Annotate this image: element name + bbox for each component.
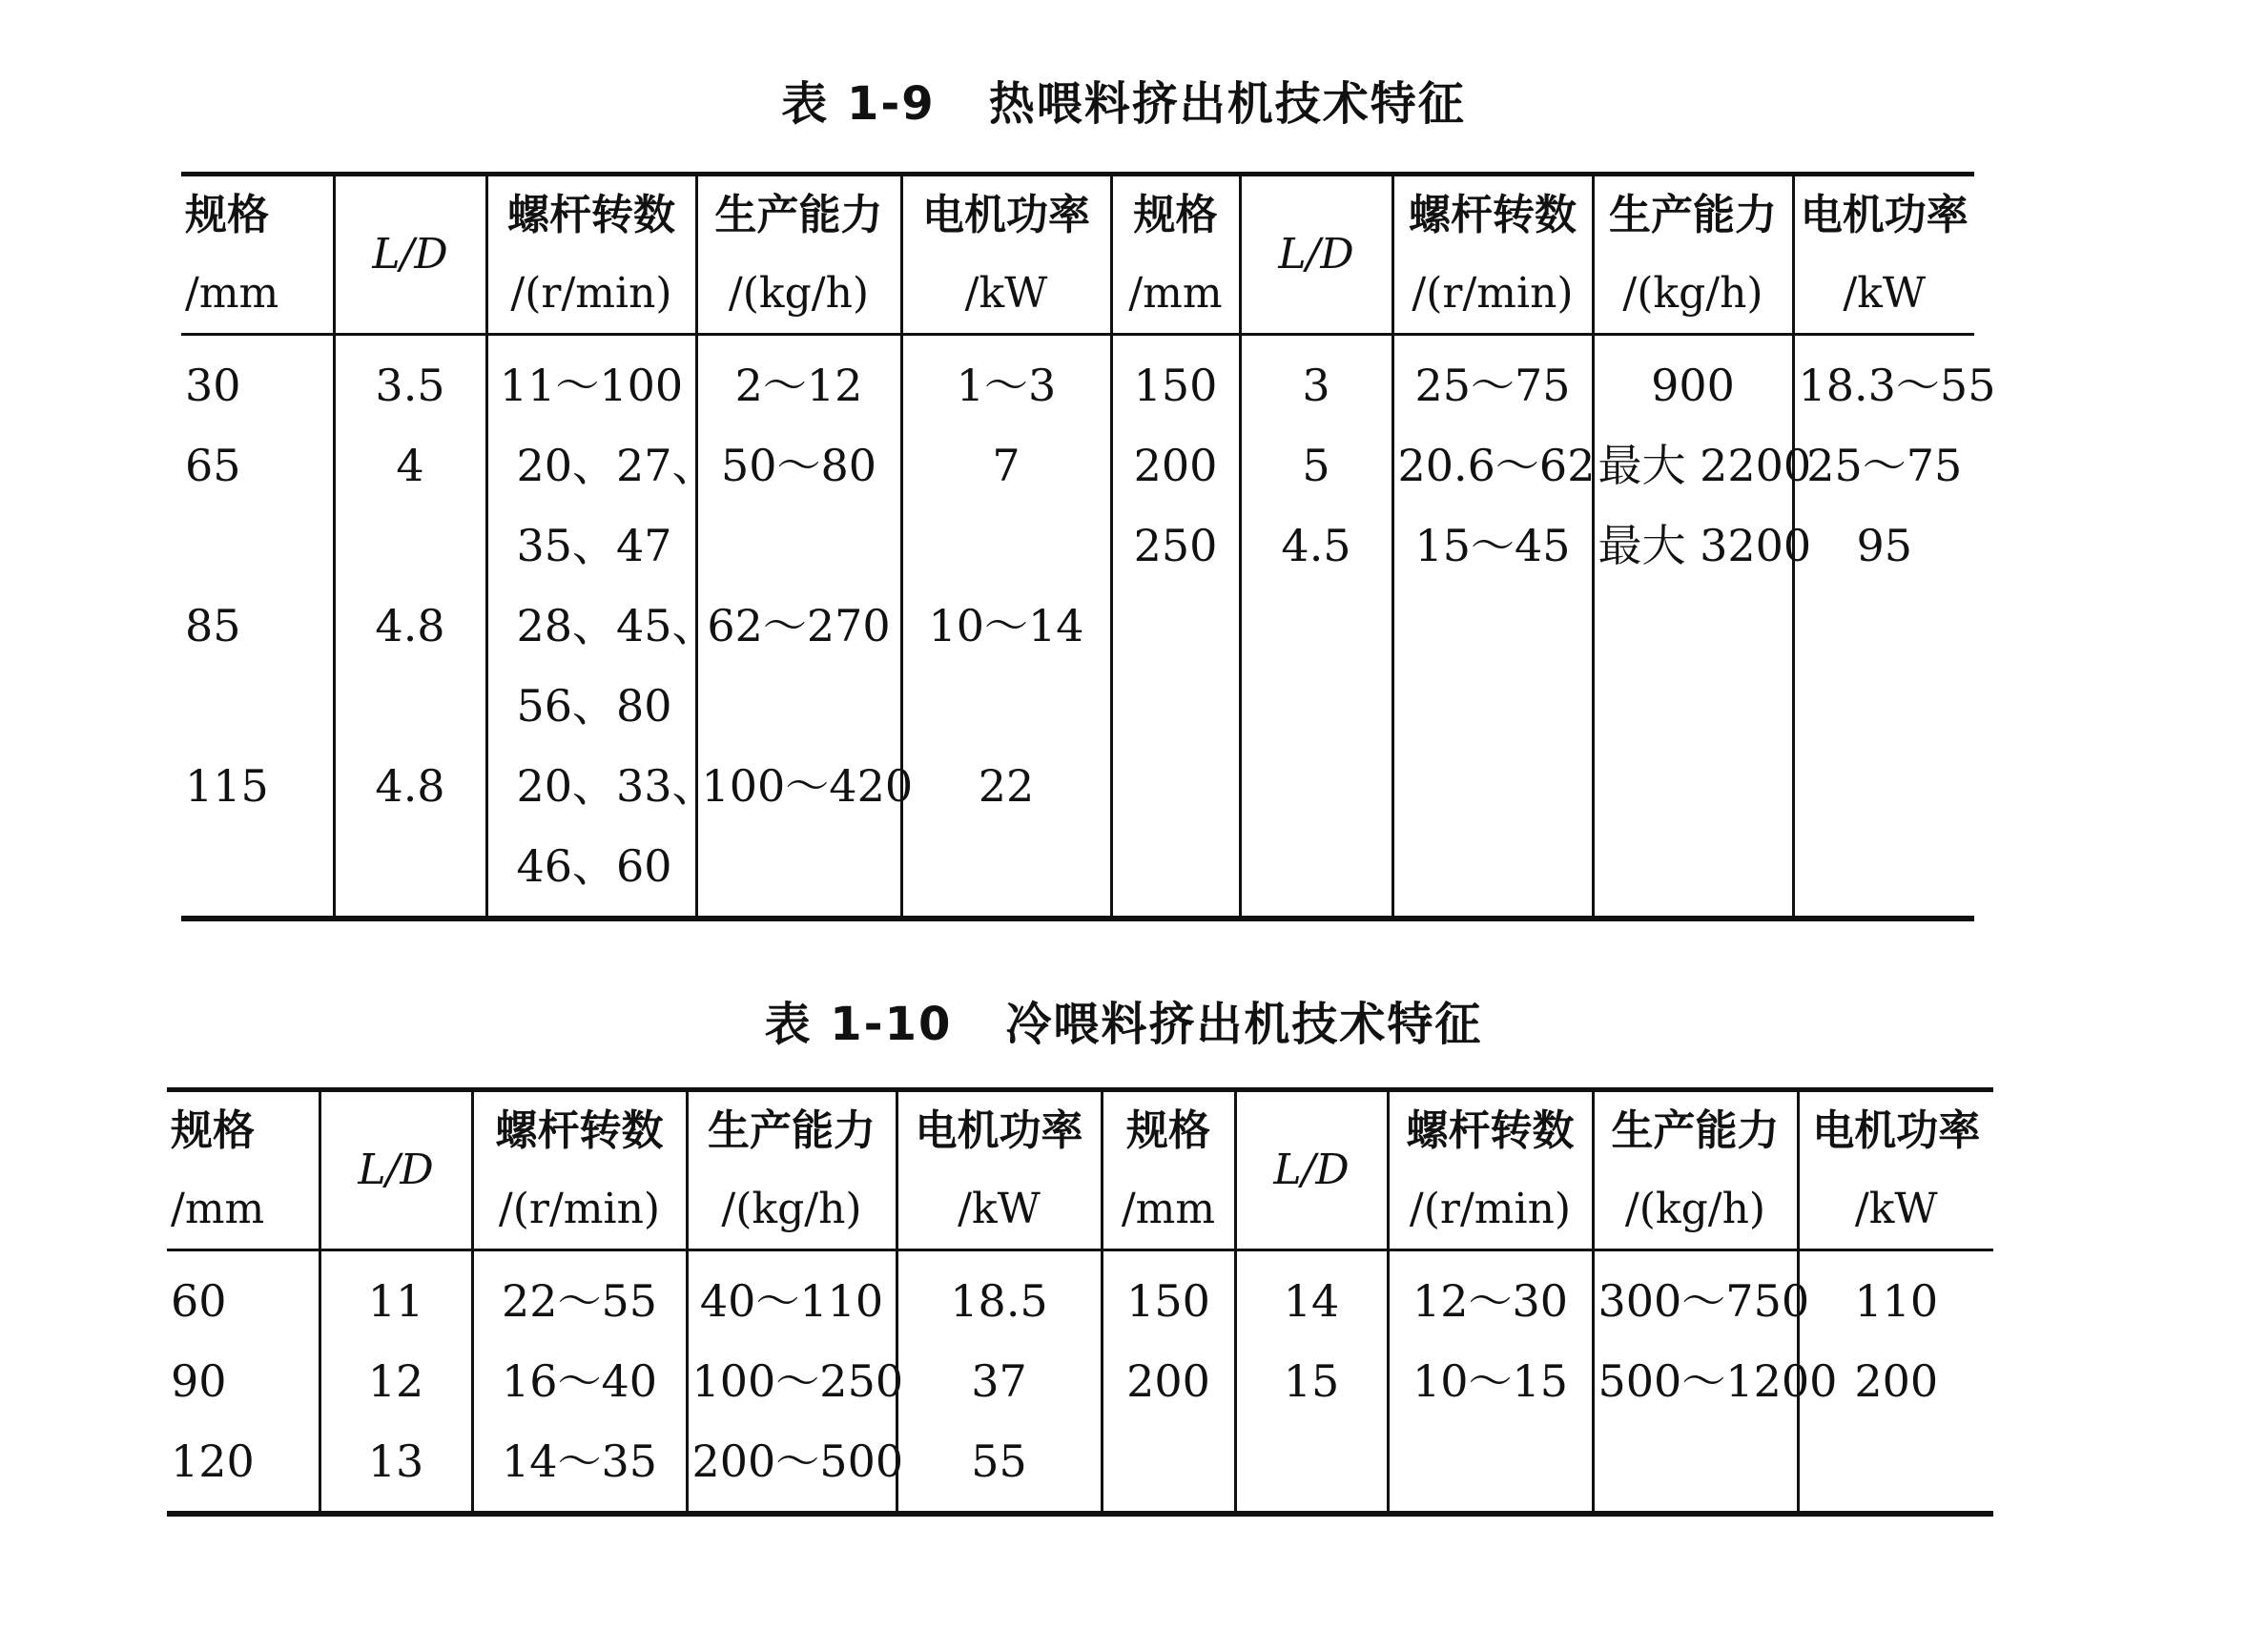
column-header-label: 规格 xyxy=(171,1106,255,1155)
table-cell xyxy=(696,506,901,586)
column-header-label: 电机功率 xyxy=(1800,191,1969,239)
table-row xyxy=(167,1421,1993,1514)
table-cell: 4.8 xyxy=(334,746,486,826)
column-header-label: 规格 xyxy=(185,191,269,239)
table-row xyxy=(167,1341,1993,1421)
table-cell xyxy=(1392,586,1593,666)
table-cell xyxy=(901,666,1111,746)
column-header-label: 螺杆转数 xyxy=(1406,1106,1575,1155)
table-cell: 4.8 xyxy=(334,586,486,666)
table-cell: 900 xyxy=(1593,335,1793,426)
table-cell: 40～110 xyxy=(687,1250,897,1342)
column-header xyxy=(486,175,696,335)
table-row xyxy=(181,666,1974,746)
column-header xyxy=(1111,175,1240,335)
column-header xyxy=(1793,175,1974,335)
table-cell: 35、47 xyxy=(486,506,696,586)
table-cell xyxy=(1240,826,1392,919)
table-cell: 25～75 xyxy=(1392,335,1593,426)
table-cell: 2～12 xyxy=(696,335,901,426)
column-header-unit: /mm xyxy=(171,1185,265,1233)
column-header-label: 电机功率 xyxy=(1812,1106,1981,1155)
table-cell: 22～55 xyxy=(472,1250,687,1342)
table-cell xyxy=(696,826,901,919)
table-cell: 30 xyxy=(181,335,334,426)
table-cell: 最大 2200 xyxy=(1593,425,1793,506)
table-cell: 50～80 xyxy=(696,425,901,506)
table-cell: 1～3 xyxy=(901,335,1111,426)
table-cell: 100～420 xyxy=(696,746,901,826)
table-cell xyxy=(1392,666,1593,746)
column-header xyxy=(1240,175,1392,335)
table-cell: 11～100 xyxy=(486,335,696,426)
table-cell xyxy=(1240,666,1392,746)
table-cell: 200 xyxy=(1102,1341,1235,1421)
column-header xyxy=(1388,1090,1593,1250)
table-cell: 65 xyxy=(181,425,334,506)
table-row xyxy=(181,425,1974,506)
column-header-label: 螺杆转数 xyxy=(1409,191,1577,239)
table-cell xyxy=(1793,746,1974,826)
table-cell xyxy=(1593,586,1793,666)
column-header xyxy=(696,175,901,335)
table-cell xyxy=(1235,1421,1388,1514)
table-cell xyxy=(1798,1421,1993,1514)
column-header-unit: /kW xyxy=(958,1185,1041,1233)
column-header-label: 电机功率 xyxy=(915,1106,1083,1155)
table-cell xyxy=(1111,666,1240,746)
table-cell: 20、33、 xyxy=(486,746,696,826)
table-cell: 14～35 xyxy=(472,1421,687,1514)
column-header xyxy=(1593,1090,1798,1250)
table-cell: 55 xyxy=(897,1421,1102,1514)
table-cell: 12～30 xyxy=(1388,1250,1593,1342)
column-header-label: 生产能力 xyxy=(714,191,883,239)
table1-body xyxy=(181,335,1996,919)
table-cell xyxy=(1388,1421,1593,1514)
column-header xyxy=(1593,175,1793,335)
table-cell: 100～250 xyxy=(687,1341,897,1421)
table-cell xyxy=(334,666,486,746)
column-header xyxy=(181,175,334,335)
table-cell xyxy=(1240,746,1392,826)
table-cell: 20.6～62 xyxy=(1392,425,1593,506)
table-cell: 62～270 xyxy=(696,586,901,666)
table-row xyxy=(181,826,1974,919)
table-cell: 20、27、 xyxy=(486,425,696,506)
column-header-label: 螺杆转数 xyxy=(495,1106,664,1155)
table1-caption xyxy=(0,67,2247,133)
table-cell: 3.5 xyxy=(334,335,486,426)
column-header-label: L/D xyxy=(358,1146,434,1194)
column-header-label: 生产能力 xyxy=(1611,1106,1780,1155)
table-cell: 18.5 xyxy=(897,1250,1102,1342)
column-header-unit: /(kg/h) xyxy=(721,1185,862,1233)
table-cell: 200～500 xyxy=(687,1421,897,1514)
column-header-unit: /kW xyxy=(1854,1185,1938,1233)
table-row xyxy=(181,335,1974,426)
column-header-unit: /(r/min) xyxy=(1412,269,1574,318)
column-header-unit: /(kg/h) xyxy=(1624,1185,1766,1233)
cold-feed-extruder-table xyxy=(167,1087,1993,1517)
table-row xyxy=(181,586,1974,666)
hot-feed-extruder-table xyxy=(181,172,1996,921)
table-cell xyxy=(334,506,486,586)
table-cell: 10～14 xyxy=(901,586,1111,666)
column-header xyxy=(1102,1090,1235,1250)
table-cell: 11 xyxy=(320,1250,472,1342)
table-cell: 4 xyxy=(334,425,486,506)
column-header-label: 生产能力 xyxy=(1609,191,1777,239)
column-header-unit: /(kg/h) xyxy=(728,269,870,318)
column-header-label: 规格 xyxy=(1133,191,1218,239)
table-cell: 12 xyxy=(320,1341,472,1421)
table-cell xyxy=(1593,1421,1798,1514)
table-cell xyxy=(1593,666,1793,746)
table-cell xyxy=(1392,746,1593,826)
table2-caption xyxy=(0,987,2247,1053)
table-cell: 37 xyxy=(897,1341,1102,1421)
table-cell: 60 xyxy=(167,1250,320,1342)
column-header xyxy=(687,1090,897,1250)
column-header-unit: /mm xyxy=(1121,1185,1216,1233)
table-cell: 300～750 xyxy=(1593,1250,1798,1342)
table-row xyxy=(167,1250,1993,1342)
table-cell: 500～1200 xyxy=(1593,1341,1798,1421)
table-cell: 200 xyxy=(1798,1341,1993,1421)
table-cell xyxy=(1593,746,1793,826)
table-cell: 28、45、 xyxy=(486,586,696,666)
table-cell: 150 xyxy=(1111,335,1240,426)
table-cell: 25～75 xyxy=(1793,425,1974,506)
table-cell: 200 xyxy=(1111,425,1240,506)
table2-caption-number: 表 1-10 xyxy=(764,998,953,1051)
table-cell xyxy=(901,826,1111,919)
table-cell xyxy=(334,826,486,919)
column-header-unit: /(r/min) xyxy=(510,269,672,318)
table-cell: 115 xyxy=(181,746,334,826)
column-header xyxy=(1235,1090,1388,1250)
table-cell: 56、80 xyxy=(486,666,696,746)
table-cell: 22 xyxy=(901,746,1111,826)
table-cell xyxy=(181,506,334,586)
table-cell: 10～15 xyxy=(1388,1341,1593,1421)
table-cell xyxy=(1111,586,1240,666)
table-cell xyxy=(696,666,901,746)
table1-caption-number: 表 1-9 xyxy=(781,77,936,131)
column-header-unit: /(r/min) xyxy=(498,1185,661,1233)
column-header xyxy=(472,1090,687,1250)
table-cell: 46、60 xyxy=(486,826,696,919)
column-header-label: 螺杆转数 xyxy=(507,191,675,239)
column-header-label: 电机功率 xyxy=(922,191,1090,239)
column-header-label: 生产能力 xyxy=(708,1106,876,1155)
table2-header xyxy=(167,1090,1993,1250)
table-cell: 7 xyxy=(901,425,1111,506)
table-cell: 120 xyxy=(167,1421,320,1514)
table-cell: 3 xyxy=(1240,335,1392,426)
table-cell xyxy=(1793,666,1974,746)
table-cell: 5 xyxy=(1240,425,1392,506)
table-cell: 14 xyxy=(1235,1250,1388,1342)
table-cell xyxy=(1593,826,1793,919)
table-cell xyxy=(181,826,334,919)
column-header-unit: /kW xyxy=(964,269,1048,318)
table-cell: 250 xyxy=(1111,506,1240,586)
table-cell xyxy=(1102,1421,1235,1514)
table-cell: 18.3～55 xyxy=(1793,335,1974,426)
table-cell: 150 xyxy=(1102,1250,1235,1342)
column-header-label: L/D xyxy=(1273,1146,1350,1194)
table-cell xyxy=(181,666,334,746)
column-header-label: 规格 xyxy=(1126,1106,1210,1155)
column-header xyxy=(1392,175,1593,335)
table-cell: 110 xyxy=(1798,1250,1993,1342)
table-cell: 15 xyxy=(1235,1341,1388,1421)
table-cell: 90 xyxy=(167,1341,320,1421)
table2-body xyxy=(167,1250,1993,1515)
table-cell xyxy=(901,506,1111,586)
table-cell xyxy=(1111,746,1240,826)
table-cell: 13 xyxy=(320,1421,472,1514)
table-cell xyxy=(1793,586,1974,666)
column-header xyxy=(167,1090,320,1250)
table-cell: 95 xyxy=(1793,506,1974,586)
table-row xyxy=(181,506,1974,586)
table-cell: 85 xyxy=(181,586,334,666)
column-header xyxy=(334,175,486,335)
table2-caption-title: 冷喂料挤出机技术特征 xyxy=(1005,998,1483,1051)
table-cell: 16～40 xyxy=(472,1341,687,1421)
table-cell xyxy=(1793,826,1974,919)
table-cell xyxy=(1392,826,1593,919)
column-header xyxy=(897,1090,1102,1250)
table-cell xyxy=(1240,586,1392,666)
column-header-unit: /mm xyxy=(185,269,279,318)
column-header xyxy=(1798,1090,1993,1250)
table-cell: 最大 3200 xyxy=(1593,506,1793,586)
table-cell: 15～45 xyxy=(1392,506,1593,586)
column-header-unit: /(r/min) xyxy=(1409,1185,1572,1233)
table-cell: 4.5 xyxy=(1240,506,1392,586)
column-header xyxy=(320,1090,472,1250)
column-header-label: L/D xyxy=(1278,230,1354,279)
table-cell xyxy=(1111,826,1240,919)
column-header xyxy=(901,175,1111,335)
table-row xyxy=(181,746,1974,826)
column-header-unit: /kW xyxy=(1843,269,1927,318)
table1-header xyxy=(181,175,1974,335)
column-header-unit: /(kg/h) xyxy=(1622,269,1763,318)
table1-caption-title: 热喂料挤出机技术特征 xyxy=(988,77,1466,131)
column-header-unit: /mm xyxy=(1128,269,1223,318)
column-header-label: L/D xyxy=(372,230,448,279)
